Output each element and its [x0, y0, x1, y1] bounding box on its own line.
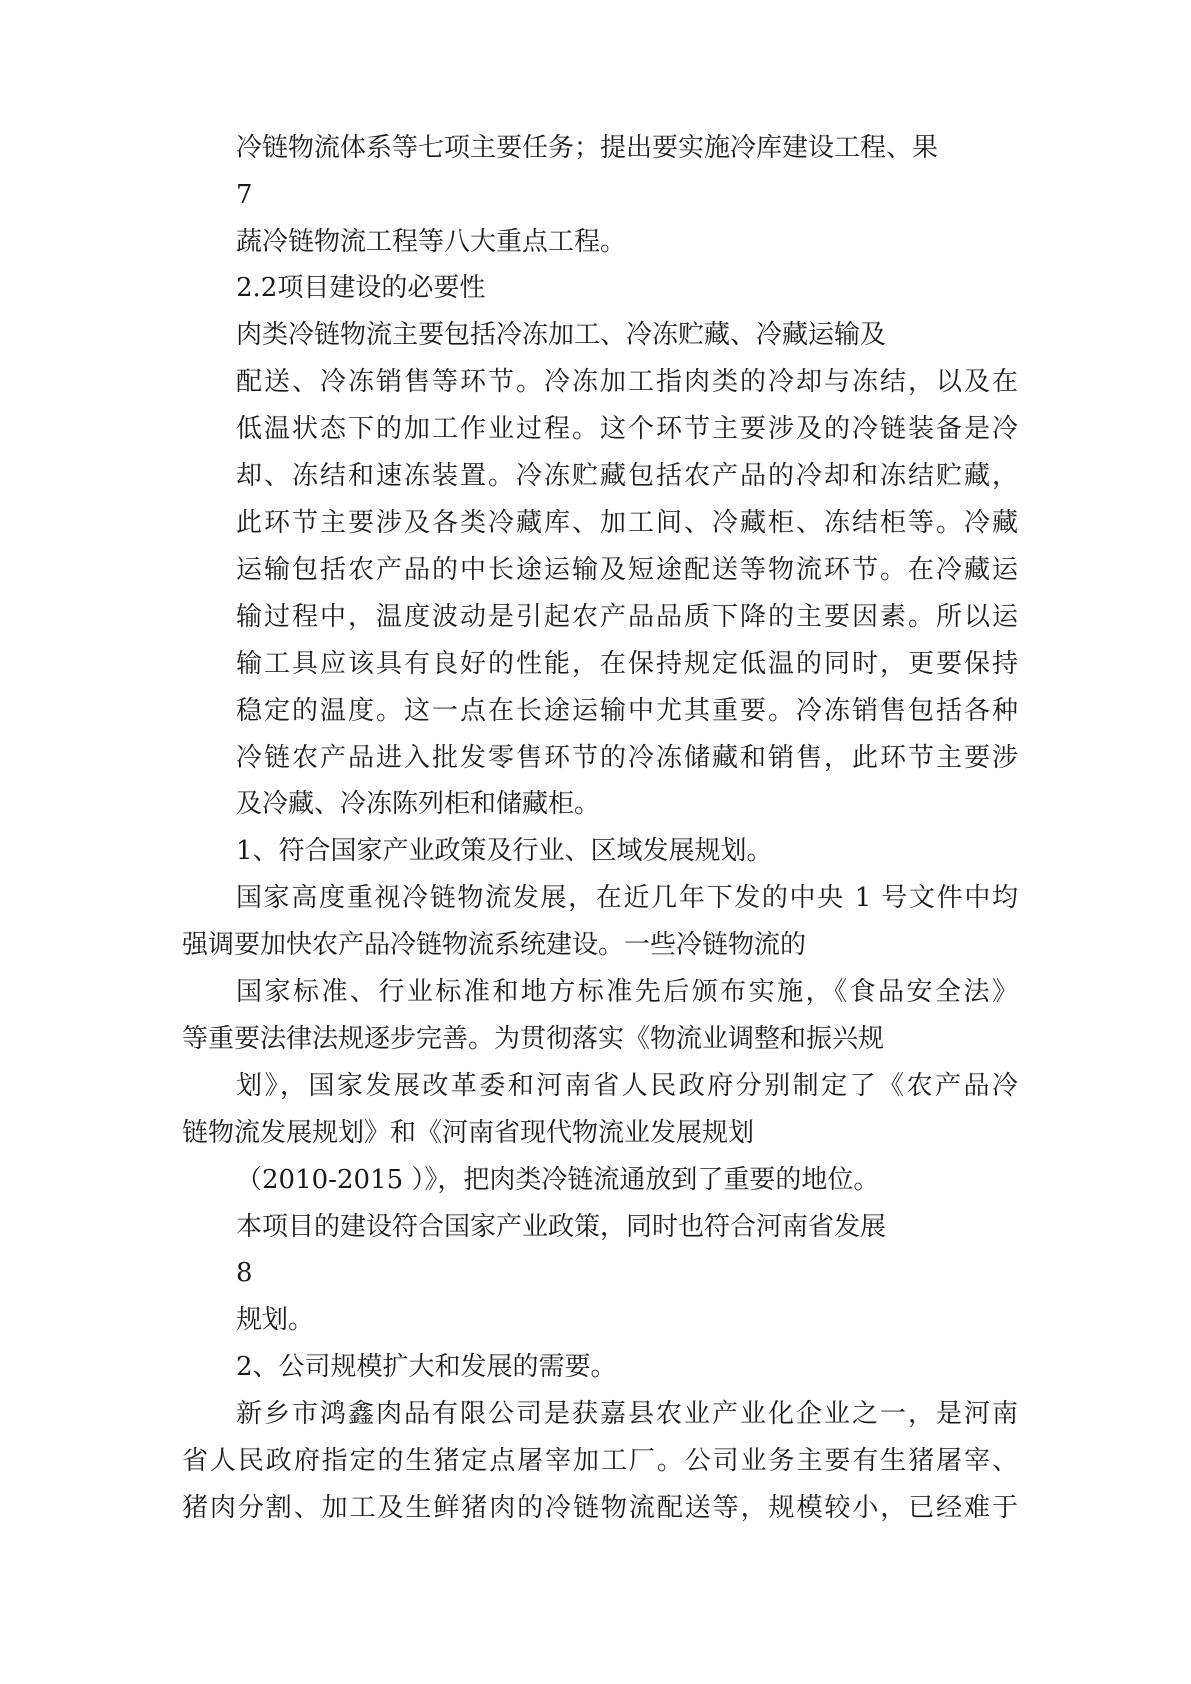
numbered-heading: 1、符合国家产业政策及行业、区域发展规划。 — [236, 836, 773, 866]
section-heading: 2.2项目建设的必要性 — [236, 273, 486, 303]
text-line: 猪肉分割、加工及生鲜猪肉的冷链物流配送等，规模较小，已经难于 — [182, 1493, 1018, 1523]
text-line: 低温状态下的加工作业过程。这个环节主要涉及的冷链装备是冷 — [236, 414, 1018, 444]
text-line: 稳定的温度。这一点在长途运输中尤其重要。冷冻销售包括各种 — [236, 696, 1018, 726]
text-line: 输过程中，温度波动是引起农产品品质下降的主要因素。所以运 — [236, 602, 1018, 632]
text-line: 蔬冷链物流工程等八大重点工程。 — [236, 227, 627, 257]
text-line: 链物流发展规划》和《河南省现代物流业发展规划 — [182, 1118, 755, 1148]
text-line: 强调要加快农产品冷链物流系统建设。一些冷链物流的 — [182, 930, 807, 960]
text-line: 运输包括农产品的中长途运输及短途配送等物流环节。在冷藏运 — [236, 555, 1018, 585]
text-line: 肉类冷链物流主要包括冷冻加工、冷冻贮藏、冷藏运输及 — [236, 320, 887, 350]
text-line: 国家标准、行业标准和地方标准先后颁布实施，《食品安全法》 — [236, 977, 1018, 1007]
text-line: 此环节主要涉及各类冷藏库、加工间、冷藏柜、冻结柜等。冷藏 — [236, 508, 1018, 538]
text-line: 本项目的建设符合国家产业政策，同时也符合河南省发展 — [236, 1212, 887, 1242]
page-number: 7 — [236, 180, 253, 210]
text-line: 规划。 — [236, 1305, 315, 1335]
page-number: 8 — [236, 1258, 253, 1288]
text-line: 省人民政府指定的生猪定点屠宰加工厂。公司业务主要有生猪屠宰、 — [182, 1446, 1018, 1476]
text-line: 等重要法律法规逐步完善。为贯彻落实《物流业调整和振兴规 — [182, 1024, 885, 1054]
text-line: 冷链农产品进入批发零售环节的冷冻储藏和销售，此环节主要涉 — [236, 743, 1018, 773]
text-line: 却、冻结和速冻装置。冷冻贮藏包括农产品的冷却和冻结贮藏， — [236, 461, 1018, 491]
text-line: （2010-2015 ）》，把肉类冷链流通放到了重要的地位。 — [236, 1165, 880, 1195]
text-line: 新乡市鸿鑫肉品有限公司是获嘉县农业产业化企业之一，是河南 — [236, 1399, 1018, 1429]
text-line: 冷链物流体系等七项主要任务；提出要实施冷库建设工程、果 — [236, 133, 939, 163]
text-line: 及冷藏、冷冻陈列柜和储藏柜。 — [236, 789, 601, 819]
numbered-heading: 2、公司规模扩大和发展的需要。 — [236, 1352, 617, 1382]
text-line: 配送、冷冻销售等环节。冷冻加工指肉类的冷却与冻结，以及在 — [236, 367, 1018, 397]
text-line: 国家高度重视冷链物流发展，在近几年下发的中央 1 号文件中均 — [236, 883, 1018, 913]
text-line: 输工具应该具有良好的性能，在保持规定低温的同时，更要保持 — [236, 649, 1018, 679]
text-line: 划》，国家发展改革委和河南省人民政府分别制定了《农产品冷 — [236, 1071, 1018, 1101]
